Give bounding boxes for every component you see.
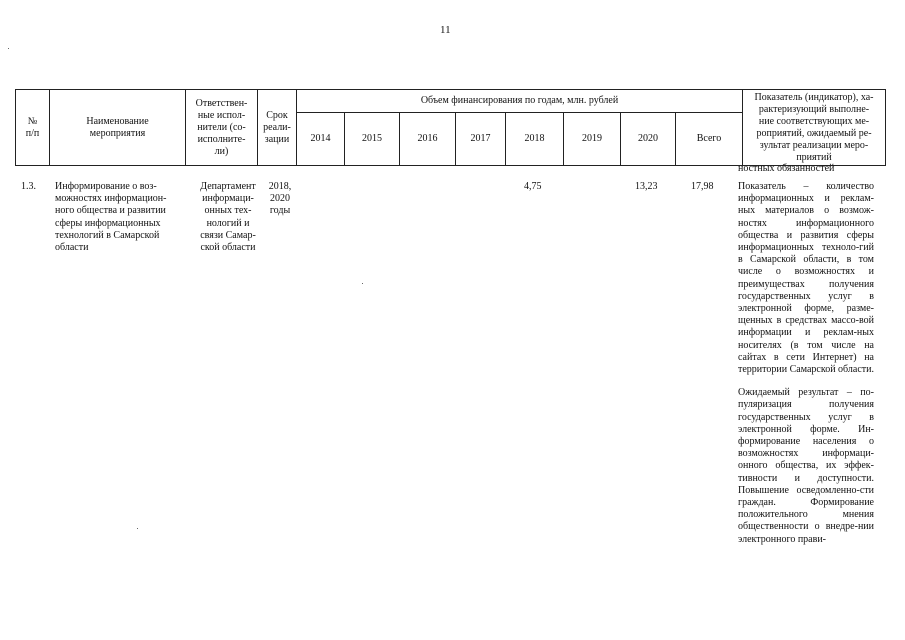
header-term-text: Срок реали- зации <box>263 109 291 145</box>
row-value-2020: 13,23 <box>635 181 658 192</box>
header-funding: Объем финансирования по годам, млн. рублей <box>297 90 743 113</box>
header-indicator-text: Показатель (индикатор), ха- рактеризующий выполне- ние соответствующих ме- роприятий, ожидаемый ре- зультат реализации меро- приятий <box>754 91 874 163</box>
row-value-2018: 4,75 <box>524 181 542 192</box>
row-value-total: 17,98 <box>691 181 714 192</box>
scan-speck <box>137 528 138 529</box>
header-year-2018: 2018 <box>506 113 564 166</box>
header-year-2020: 2020 <box>621 113 676 166</box>
scan-speck <box>8 48 9 49</box>
header-year-2017: 2017 <box>456 113 506 166</box>
header-year-total: Всего <box>676 113 743 166</box>
row-term: 2018, 2020 годы <box>268 181 292 217</box>
header-executors <box>186 90 258 166</box>
header-term <box>258 90 297 166</box>
scan-speck <box>362 283 363 284</box>
indicator-paragraph-1: Показатель – количество информационных и реклам-ных материалов о возмож-ностях информационного общества и развития сферы информационных техноло-гий в Самарской области, в том числе о возможностях и преимуществах получения государственных услуг в электронной форме, разме-щенных в средствах массо-вой информации и реклам-ных носителях (в том числе на сайтах в сети Интернет) на территории Самарской области. <box>738 181 874 376</box>
header-name-text: Наименование мероприятия <box>86 115 149 139</box>
table-header <box>15 89 886 166</box>
header-year-2019: 2019 <box>564 113 621 166</box>
header-num-text: № п/п <box>25 115 40 139</box>
header-year-2014: 2014 <box>297 113 345 166</box>
row-num: 1.3. <box>21 181 36 192</box>
header-name <box>50 90 186 166</box>
header-year-2015: 2015 <box>345 113 400 166</box>
header-executors-text: Ответствен- ные испол- нители (со- исполните- ли) <box>195 97 248 157</box>
indicator-header-tail: ностных обязанностей <box>738 163 835 174</box>
page-number: 11 <box>440 24 451 36</box>
row-name: Информирование о воз- можностях информацион- ного общества и развитии сферы информационных технологий в Самарской области <box>55 181 167 254</box>
row-indicator <box>738 181 874 557</box>
row-executor: Департамент информаци- онных тех- нологий и связи Самар- ской области <box>200 181 256 254</box>
indicator-paragraph-2: Ожидаемый результат – по-пуляризация получения государственных услуг в электронной форме. Ин-формирование населения о возможностях информаци-онного общества, их эффек-тивности и доступности. Повышение осведомленно-сти граждан. Формирование положительного мнения общественности о внедре-нии электронного прави- <box>738 387 874 545</box>
header-year-2016: 2016 <box>400 113 456 166</box>
header-num <box>16 90 50 166</box>
header-indicator <box>743 90 886 166</box>
